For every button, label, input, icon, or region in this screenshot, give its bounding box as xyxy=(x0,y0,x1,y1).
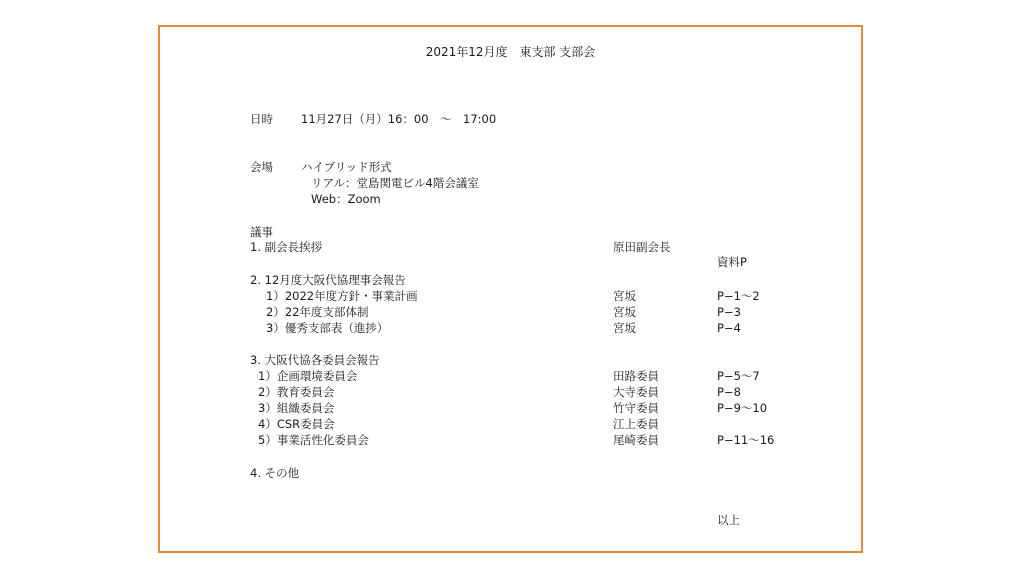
agenda-item-person: 尾崎委員 xyxy=(613,433,659,447)
agenda-item-person: 大寺委員 xyxy=(613,385,659,399)
agenda-item-page: P−4 xyxy=(717,321,741,335)
agenda-item-page: P−8 xyxy=(717,385,741,399)
section-title: 1. 副会長挨拶 xyxy=(250,240,323,254)
agenda-item-person: 宮坂 xyxy=(613,305,636,319)
section-title: 4. その他 xyxy=(250,466,300,480)
agenda-item-label: 3）組織委員会 xyxy=(258,401,335,415)
venue-line: Web：Zoom xyxy=(311,192,381,206)
agenda-item-label: 3）優秀支部表（進捗） xyxy=(266,321,389,335)
agenda-item-person: 田路委員 xyxy=(613,369,659,383)
document-title: 2021年12月度 東支部 支部会 xyxy=(425,45,596,59)
section-title: 3. 大阪代協各委員会報告 xyxy=(250,353,380,367)
agenda-item-person: 江上委員 xyxy=(613,417,659,431)
section-title: 2. 12月度大阪代協理事会報告 xyxy=(250,273,406,287)
agenda-item-page: P−11～16 xyxy=(717,433,775,447)
agenda-item-page: P−1～2 xyxy=(717,289,760,303)
agenda-item-label: 2）教育委員会 xyxy=(258,385,335,399)
agenda-heading: 議事 xyxy=(250,225,273,239)
agenda-item-label: 4）CSR委員会 xyxy=(258,417,335,431)
datetime-label: 日時 xyxy=(250,112,273,126)
document-page xyxy=(158,25,863,553)
datetime-value: 11月27日（月）16：00 ～ 17:00 xyxy=(301,112,497,126)
agenda-item-person: 宮坂 xyxy=(613,321,636,335)
agenda-item-label: 1）企画環境委員会 xyxy=(258,369,358,383)
closing-text: 以上 xyxy=(717,513,740,527)
venue-line: ハイブリッド形式 xyxy=(301,160,392,174)
section-presenter: 原田副会長 xyxy=(613,240,671,254)
venue-line: リアル：堂島関電ビル4階会議室 xyxy=(311,176,479,190)
agenda-item-label: 2）22年度支部体制 xyxy=(266,305,369,319)
agenda-item-person: 竹守委員 xyxy=(613,401,659,415)
agenda-item-page: P−5～7 xyxy=(717,369,760,383)
agenda-item-label: 1）2022年度方針・事業計画 xyxy=(266,289,418,303)
agenda-item-page: P−9～10 xyxy=(717,401,768,415)
agenda-item-person: 宮坂 xyxy=(613,289,636,303)
section-material: 資料P xyxy=(717,255,747,269)
venue-label: 会場 xyxy=(250,160,273,174)
agenda-item-label: 5）事業活性化委員会 xyxy=(258,433,369,447)
agenda-item-page: P−3 xyxy=(717,305,741,319)
